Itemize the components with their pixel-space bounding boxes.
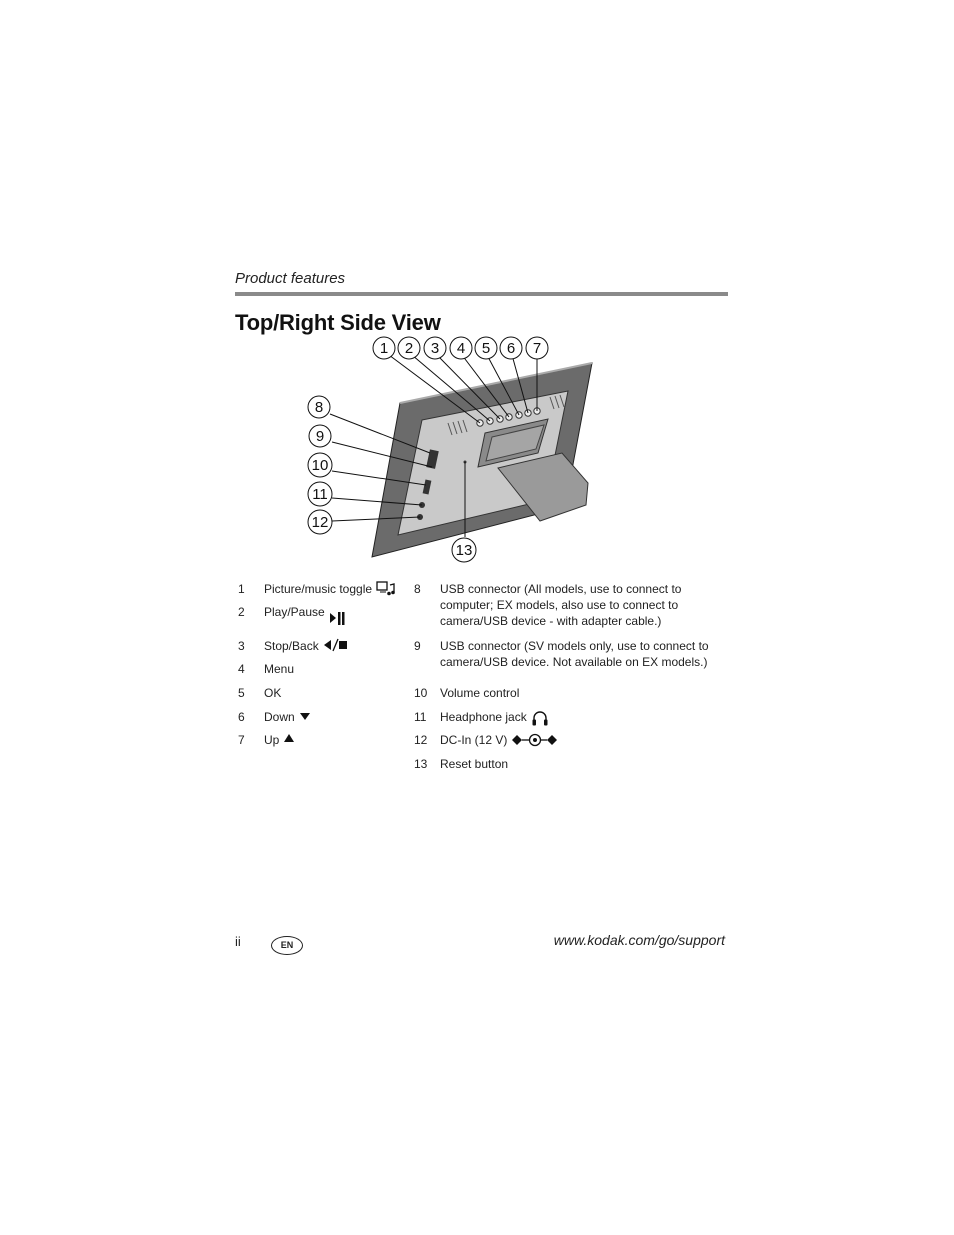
language-badge: EN	[271, 936, 303, 955]
callout-7: 7	[532, 340, 542, 357]
legend-item: 4 Menu	[238, 662, 295, 676]
headphone-icon	[531, 709, 549, 727]
callout-12: 12	[311, 514, 329, 531]
frame-illustration	[300, 335, 620, 570]
callout-6: 6	[506, 340, 516, 357]
section-title: Product features	[235, 270, 346, 287]
support-url: www.kodak.com/go/support	[553, 932, 725, 948]
callout-11: 11	[312, 486, 328, 503]
page-heading: Top/Right Side View	[235, 310, 441, 335]
legend-item: 13 Reset button	[414, 757, 509, 771]
callout-9: 9	[315, 428, 325, 445]
legend-item: 6 Down	[238, 709, 311, 725]
picture-music-icon	[376, 581, 396, 596]
legend-item: 5 OK	[238, 686, 282, 700]
legend-item: 3 Stop/Back	[238, 638, 349, 654]
callout-1: 1	[379, 340, 389, 357]
play-pause-icon	[329, 610, 345, 626]
legend-item: 12 DC-In (12 V)	[414, 732, 559, 748]
down-arrow-icon	[299, 709, 311, 721]
stop-back-icon	[323, 638, 349, 652]
up-arrow-icon	[283, 732, 295, 744]
header-rule	[235, 292, 728, 296]
legend-item: 2 Play/Pause	[238, 604, 345, 626]
callout-4: 4	[456, 340, 466, 357]
legend-item: 1 Picture/music toggle	[238, 581, 396, 597]
product-figure	[300, 335, 620, 570]
legend-item: 8 USB connector (All models, use to connect to computer; EX models, also use to connect to camera/USB device - with adapter cable.)	[414, 582, 682, 628]
callout-3: 3	[430, 340, 440, 357]
callout-5: 5	[481, 340, 491, 357]
legend-item: 9 USB connector (SV models only, use to connect to camera/USB device. Not available on EX models.)	[414, 639, 709, 669]
page-number: ii	[235, 934, 241, 949]
callout-13: 13	[455, 542, 473, 559]
legend-item: 11 Headphone jack	[414, 709, 549, 727]
legend-item: 10 Volume control	[414, 686, 520, 700]
callout-8: 8	[314, 399, 324, 416]
callout-2: 2	[404, 340, 414, 357]
legend-item: 7 Up	[238, 732, 295, 748]
dc-polarity-icon	[511, 732, 559, 748]
callout-10: 10	[311, 457, 329, 474]
